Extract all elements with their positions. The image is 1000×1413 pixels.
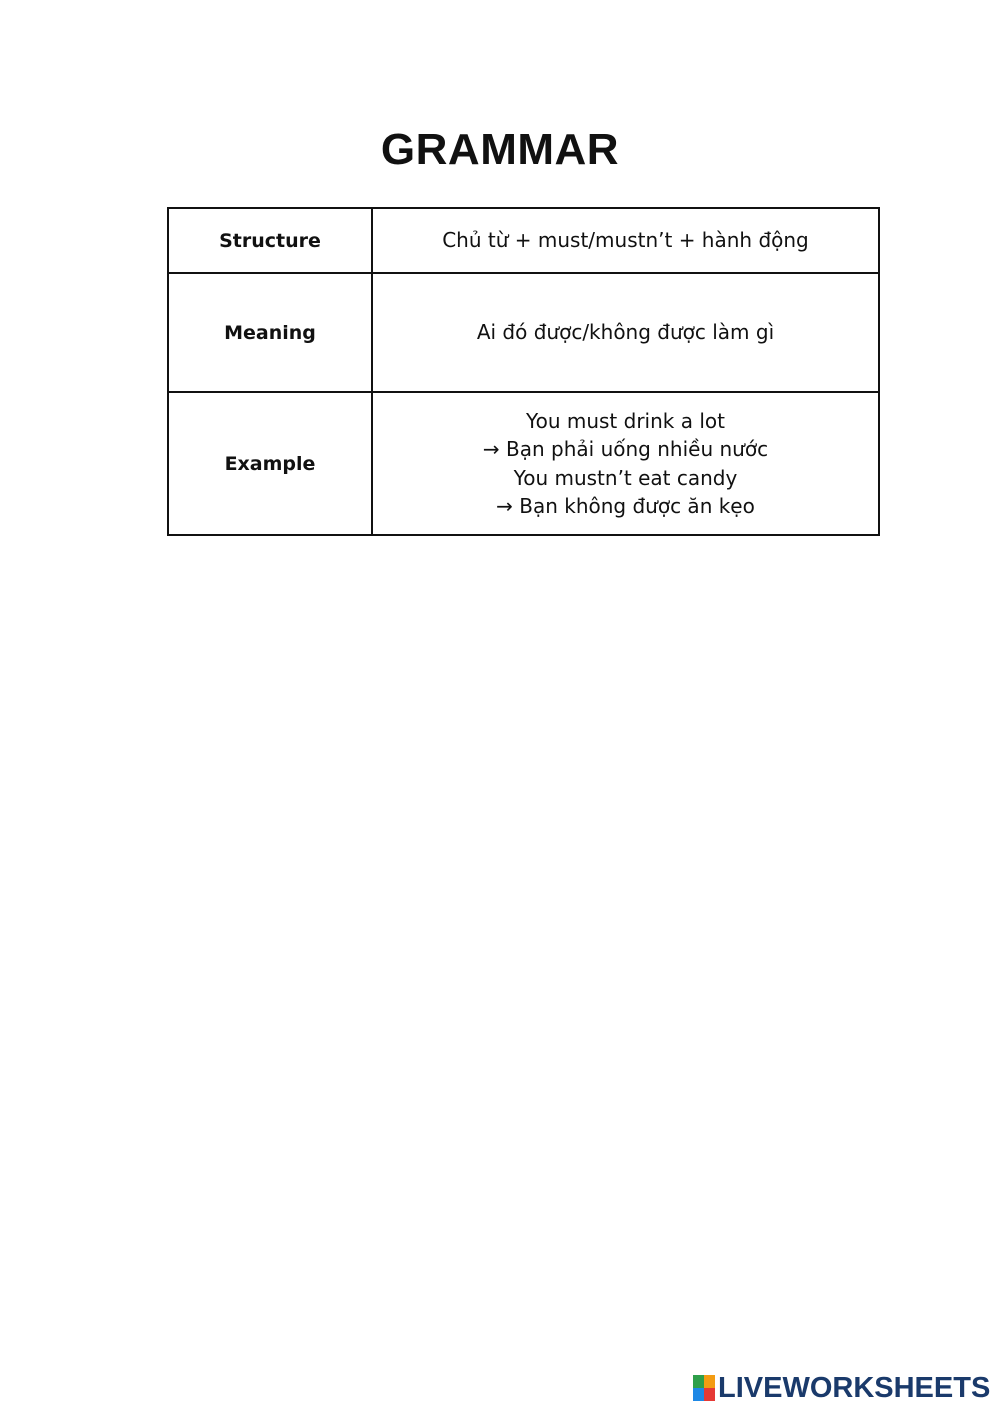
table-row-example (168, 392, 879, 535)
liveworksheets-logo-icon (693, 1375, 715, 1401)
example-label: Example (168, 392, 372, 535)
liveworksheets-brand (693, 1372, 990, 1404)
structure-value: Chủ từ + must/mustn’t + hành động (372, 208, 879, 273)
example-line-3: You mustn’t eat candy (513, 465, 738, 490)
table-row-structure (168, 208, 879, 273)
brand-text: LIVEWORKSHEETS (718, 1372, 991, 1404)
example-line-2: → Bạn phải uống nhiều nước (482, 437, 769, 461)
example-line-4: → Bạn không được ăn kẹo (496, 494, 755, 518)
page-title: GRAMMAR (380, 125, 620, 174)
grammar-table (167, 207, 880, 536)
table-row-meaning (168, 273, 879, 392)
meaning-value: Ai đó được/không được làm gì (372, 273, 879, 392)
example-line-1: You must drink a lot (526, 408, 725, 433)
example-value (372, 392, 879, 535)
structure-label: Structure (168, 208, 372, 273)
meaning-label: Meaning (168, 273, 372, 392)
